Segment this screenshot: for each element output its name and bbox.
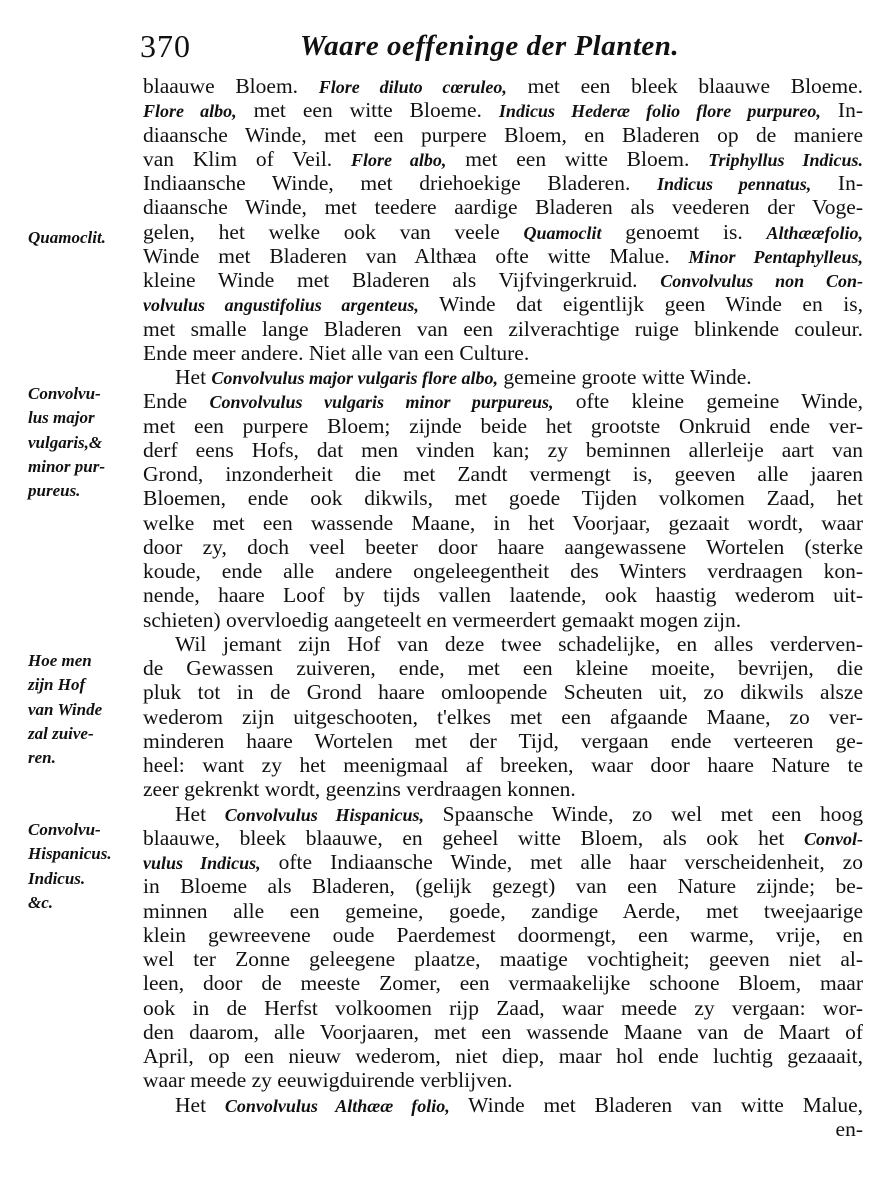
latin-name: Convolvulus non Con- (660, 271, 863, 291)
body-text (143, 74, 863, 1141)
text-run: in Bloeme als Bladeren, (gelijk gezegt) van een Nature zijnde; be- (143, 874, 863, 899)
margin-note-line: pureus. (28, 481, 81, 500)
margin-note-line: zal zuive- (28, 723, 94, 743)
text-line (143, 632, 863, 656)
text-line (143, 971, 863, 995)
text-line (143, 996, 863, 1020)
text-line (143, 268, 863, 292)
margin-note-line: van Winde (28, 699, 103, 719)
latin-name: Convolvulus major vulgaris flore albo, (211, 368, 498, 388)
text-run: Bloemen, ende ook dikwils, met goede Tijden volkomen Zaad, het (143, 486, 863, 511)
text-run: minderen haare Wortelen met der Tijd, vergaan ende verteeren ge- (143, 728, 863, 753)
margin-note-convolvulus-major (28, 382, 146, 503)
text-run: Grond, inzonderheit die met Zandt vermengt is, geeven alle jaaren (143, 462, 863, 486)
text-line (143, 220, 863, 244)
text-line (143, 98, 863, 122)
text-run: met een purpere Bloem; zijnde beide het grootste Onkruid ende ver- (143, 413, 863, 438)
text-run: In- (820, 98, 863, 123)
latin-name: Flore albo, (350, 149, 447, 170)
text-run: ook in de Herfst volkoomen rijp Zaad, waar meede zy vergaan: wor- (143, 995, 863, 1020)
text-line (143, 535, 863, 559)
text-line (143, 195, 863, 219)
text-run: ofte kleine gemeine Winde, (553, 389, 863, 414)
margin-note-line: vulgaris,& (28, 432, 103, 452)
text-line (143, 244, 863, 268)
text-line (143, 705, 863, 729)
text-run: Winde dat eigentlijk geen Winde en is, (418, 292, 863, 317)
text-line (143, 656, 863, 680)
text-run: leen, door de meeste Zomer, een vermaakelijke schoone Bloem, maar (143, 971, 863, 996)
page-number: 370 (140, 28, 191, 64)
text-run: schieten) overvloedig aangeteelt en vermeerdert gemaakt mogen zijn. (143, 607, 742, 632)
text-line (143, 74, 863, 98)
text-line (143, 389, 863, 413)
text-run: van Klim of Veil. (143, 146, 351, 171)
text-run: blaauwe Bloem. (143, 74, 319, 98)
margin-note-line: Quamoclit. (28, 228, 106, 247)
text-line (143, 753, 863, 777)
text-line (143, 1068, 863, 1092)
margin-note-line: Hispanicus. (28, 844, 112, 864)
text-run: waar meede zy eeuwigduirende verblijven. (143, 1068, 513, 1093)
margin-note-hoe-men (28, 649, 146, 770)
text-line (143, 583, 863, 607)
text-line (143, 874, 863, 898)
text-run: Ende (143, 389, 210, 414)
text-run: zeer gekrenkt wordt, geenzins verdraagen konnen. (143, 777, 576, 802)
text-run: kleine Winde met Bladeren als Vijfvingerkruid. (143, 268, 661, 292)
text-line (143, 802, 863, 826)
text-run: Spaansche Winde, zo wel met een hoog (424, 801, 863, 826)
latin-name: Quamoclit (523, 222, 602, 243)
text-line (143, 850, 863, 874)
text-run: welke met een wassende Maane, in het Voorjaar, gezaait wordt, waar (143, 510, 863, 535)
text-line (143, 317, 863, 341)
text-run: minnen alle een gemeine, goede, zandige Aerde, met tweejaarige (143, 898, 863, 923)
text-run: gelen, het welke ook van veele (143, 219, 524, 244)
text-line (143, 171, 863, 195)
text-run: wederom zijn uitgeschooten, t'elkes met een afgaande Maane, zo ver- (143, 704, 863, 729)
text-run: met een witte Bloem. (446, 146, 709, 171)
text-run: In- (811, 171, 863, 195)
running-title: Waare oeffeninge der Planten. (300, 30, 680, 62)
text-run: Het (175, 801, 225, 826)
margin-note-line: Convolvu- (28, 384, 101, 403)
latin-name: Indicus pennatus, (656, 174, 812, 194)
text-line (143, 923, 863, 947)
text-run: Indiaansche Winde, met driehoekige Bladeren. (143, 171, 657, 195)
latin-name: vulus Indicus, (143, 853, 261, 873)
margin-note-line: zijn Hof (28, 675, 86, 695)
text-run: klein gewreevene oude Paerdemest doormengt, een warme, vrije, en (143, 922, 863, 947)
text-run: met smalle lange Bladeren van een zilverachtige ruige blinkende couleur. (143, 316, 863, 341)
text-run: met een bleek blaauwe Bloeme. (506, 74, 863, 98)
latin-name: Convol- (803, 828, 863, 849)
margin-note-line: Indicus. (28, 868, 86, 888)
margin-note-line: Hoe men (28, 651, 92, 670)
text-run: diaansche Winde, met teedere aardige Bladeren als veederen der Voge- (143, 195, 863, 220)
latin-name: Flore diluto cœruleo, (318, 77, 507, 97)
text-line (143, 826, 863, 850)
text-run: de Gewassen zuiveren, ende, met een kleine moeite, bevrijen, die (143, 656, 863, 680)
text-run: wel ter Zonne geleegene plaatze, maatige vochtigheit; geeven niet al- (143, 947, 863, 971)
text-run: en- (835, 1116, 863, 1141)
text-line (143, 729, 863, 753)
latin-name: Convolvulus Althææ folio, (224, 1095, 450, 1116)
text-run: ofte Indiaansche Winde, met alle haar verscheidenheit, zo (260, 850, 863, 874)
text-run: derf eens Hofs, dat men vinden kan; zy beminnen allerleije aart van (143, 437, 863, 462)
text-line (143, 438, 863, 462)
latin-name: volvulus angustifolius argenteus, (143, 295, 419, 316)
text-line (143, 680, 863, 704)
latin-name: Minor Pentaphylleus, (688, 246, 863, 267)
text-line (143, 486, 863, 510)
text-line (143, 365, 863, 389)
text-line (143, 511, 863, 535)
text-run: den daarom, alle Voorjaaren, met een wassende Maane van de Maart of (143, 1019, 863, 1044)
text-run: Wil jemant zijn Hof van deze twee schadelijke, en alles verderven- (175, 631, 863, 656)
text-run: door zy, doch veel beeter door haare aangewassene Wortelen (sterke (143, 534, 863, 559)
text-run: nende, haare Loof by tijds vallen laatende, ook haastig wederom uit- (143, 583, 863, 608)
margin-note-quamoclit (28, 226, 146, 250)
margin-note-line: lus major (28, 408, 95, 428)
text-run: Winde met Bladeren van Althæa ofte witte Malue. (143, 243, 689, 268)
text-run: April, op een nieuw wederom, niet diep, maar hol ende luchtig gezaaait, (143, 1044, 863, 1068)
text-run: Ende meer andere. Niet alle van een Culture. (143, 340, 530, 365)
text-run: Winde met Bladeren van witte Malue, (449, 1092, 863, 1117)
text-run: blaauwe, bleek blaauwe, en geheel witte Bloem, als ook het (143, 825, 804, 850)
text-line (143, 608, 863, 632)
margin-note-line: Convolvu- (28, 820, 101, 839)
text-line (143, 899, 863, 923)
text-run: pluk tot in de Grond haare omloopende Scheuten uit, zo dikwils alsze (143, 680, 863, 705)
margin-note-line: ren. (28, 748, 56, 767)
text-line (143, 123, 863, 147)
latin-name: Althææfolio, (766, 222, 863, 243)
text-line (143, 777, 863, 801)
text-line (143, 292, 863, 316)
text-line (143, 559, 863, 583)
text-line (143, 341, 863, 365)
margin-note-hispanicus (28, 818, 146, 915)
margin-note-line: &c. (28, 892, 54, 912)
latin-name: Indicus Hederæ folio flore purpureo, (498, 101, 821, 122)
text-line (143, 1020, 863, 1044)
text-line (143, 414, 863, 438)
page-header (140, 28, 860, 74)
text-line (143, 462, 863, 486)
latin-name: Triphyllus Indicus. (708, 149, 863, 170)
text-run: Het (175, 365, 212, 389)
text-line (143, 1093, 863, 1117)
text-run: gemeine groote witte Winde. (497, 365, 752, 389)
latin-name: Flore albo, (143, 101, 237, 122)
margin-note-line: minor pur- (28, 456, 105, 476)
text-run: diaansche Winde, met een purpere Bloem, en Bladeren op de maniere (143, 122, 863, 147)
text-run: met een witte Bloeme. (236, 98, 499, 123)
text-line (143, 147, 863, 171)
text-line (143, 1117, 863, 1141)
text-run: heel: want zy het meenigmaal af breeken, waar door haare Nature te (143, 753, 863, 777)
text-line (143, 1044, 863, 1068)
latin-name: Convolvulus vulgaris minor purpureus, (209, 392, 554, 413)
text-run: genoemt is. (601, 219, 767, 244)
latin-name: Convolvulus Hispanicus, (224, 804, 424, 825)
text-line (143, 947, 863, 971)
text-run: Het (175, 1092, 225, 1117)
text-run: koude, ende alle andere ongeleegentheit des Winters verdraagen kon- (143, 559, 863, 583)
